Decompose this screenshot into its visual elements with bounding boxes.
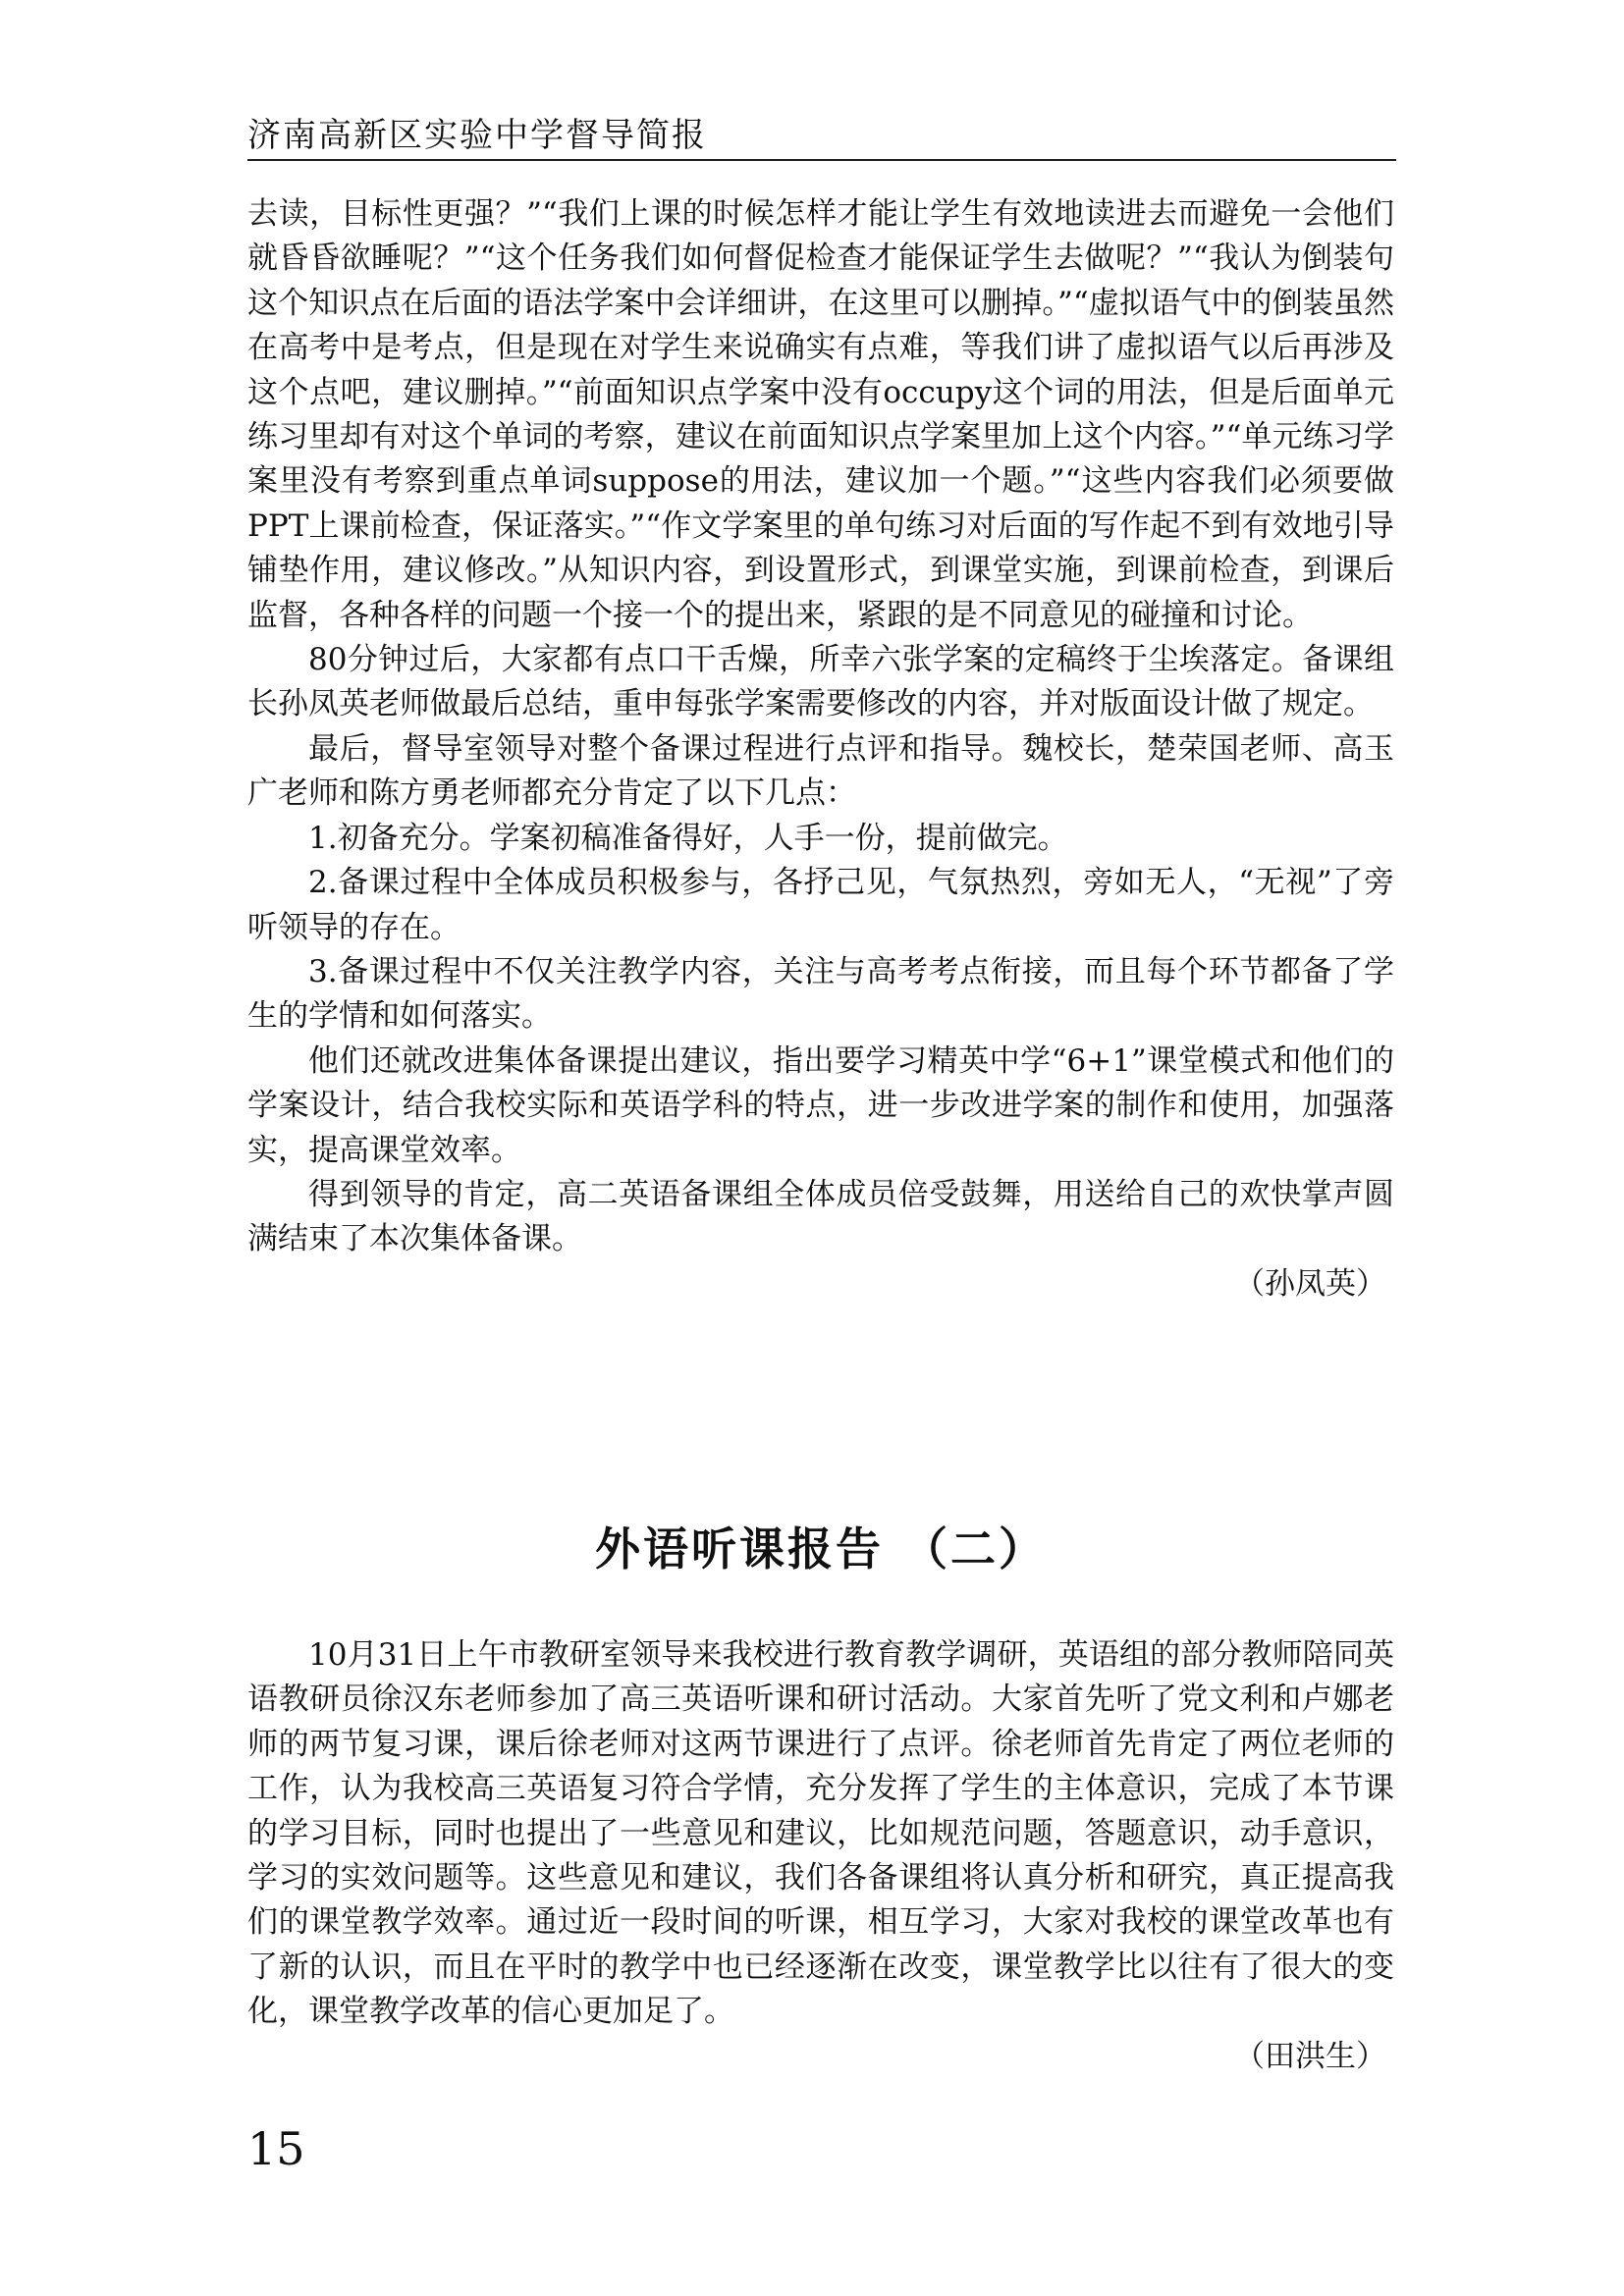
- running-header: [247, 116, 1396, 161]
- list-item: 2.备课过程中全体成员积极参与，各抒己见，气氛热烈，旁如无人，“无视”了旁听领导的存在。: [247, 865, 1394, 945]
- list-item: 3.备课过程中不仅关注教学内容，关注与高考考点衔接，而且每个环节都备了学生的学情和如何落实。: [247, 953, 1394, 1035]
- paragraph: 去读，目标性更强？”“我们上课的时候怎样才能让学生有效地读进去而避免一会他们就昏昏欲睡呢？”“这个任务我们如何督促检查才能保证学生去做呢？”“我认为倒装句这个知识点在后面的语法学案中会详细讲，在这里可以删掉。”“虚拟语气中的倒装虽然在高考中是考点，但是现在对学生来说确实有点难，等我们讲了虚拟语气以后再涉及这个点吧，建议删掉。”“前面知识点学案中没有occupy这个词的用法，但是后面单元练习里却有对这个单词的考察，建议在前面知识点学案里加上这个内容。”“单元练习学案里没有考察到重点单词suppose的用法，建议加一个题。”“这些内容我们必须要做PPT上课前检查，保证落实。”“作文学案里的单句练习对后面的写作起不到有效地引导铺垫作用，建议修改。”从知识内容，到设置形式，到课堂实施，到课前检查，到课后监督，各种各样的问题一个接一个的提出来，紧跟的是不同意见的碰撞和讨论。: [247, 196, 1394, 633]
- author-signature: （孙凤英）: [1234, 1265, 1386, 1302]
- section-title: 外语听课报告 （二）: [594, 1522, 1047, 1575]
- header-title: 济南高新区实验中学督导简报: [247, 116, 707, 155]
- section1-body: [247, 192, 1394, 1307]
- author-signature: （田洪生）: [1234, 2038, 1386, 2074]
- paragraph: 他们还就改进集体备课提出建议，指出要学习精英中学“6+1”课堂模式和他们的学案设计，结合我校实际和英语学科的特点，进一步改进学案的制作和使用，加强落实，提高课堂效率。: [247, 1042, 1394, 1168]
- paragraph: 得到领导的肯定，高二英语备课组全体成员倍受鼓舞，用送给自己的欢快掌声圆满结束了本次集体备课。: [247, 1176, 1394, 1257]
- paragraph: 最后，督导室领导对整个备课过程进行点评和指导。魏校长，楚荣国老师、高玉广老师和陈方勇老师都充分肯定了以下几点：: [247, 730, 1394, 812]
- section2-body: [247, 1633, 1394, 2079]
- page-number: 15: [247, 2122, 305, 2175]
- list-item: 1.初备充分。学案初稿准备得好，人手一份，提前做完。: [308, 820, 1068, 856]
- paragraph: 80分钟过后，大家都有点口干舌燥，所幸六张学案的定稿终于尘埃落定。备课组长孙凤英老师做最后总结，重申每张学案需要修改的内容，并对版面设计做了规定。: [247, 642, 1394, 722]
- paragraph: 10月31日上午市教研室领导来我校进行教育教学调研，英语组的部分教师陪同英语教研员徐汉东老师参加了高三英语听课和研讨活动。大家首先听了党文利和卢娜老师的两节复习课，课后徐老师对这两节课进行了点评。徐老师首先肯定了两位老师的工作，认为我校高三英语复习符合学情，充分发挥了学生的主体意识，完成了本节课的学习目标，同时也提出了一些意见和建议，比如规范问题，答题意识，动手意识，学习的实效问题等。这些意见和建议，我们各备课组将认真分析和研究，真正提高我们的课堂教学效率。通过近一段时间的听课，相互学习，大家对我校的课堂改革也有了新的认识，而且在平时的教学中也已经逐渐在改变，课堂教学比以往有了很大的变化，课堂教学改革的信心更加足了。: [247, 1637, 1394, 2030]
